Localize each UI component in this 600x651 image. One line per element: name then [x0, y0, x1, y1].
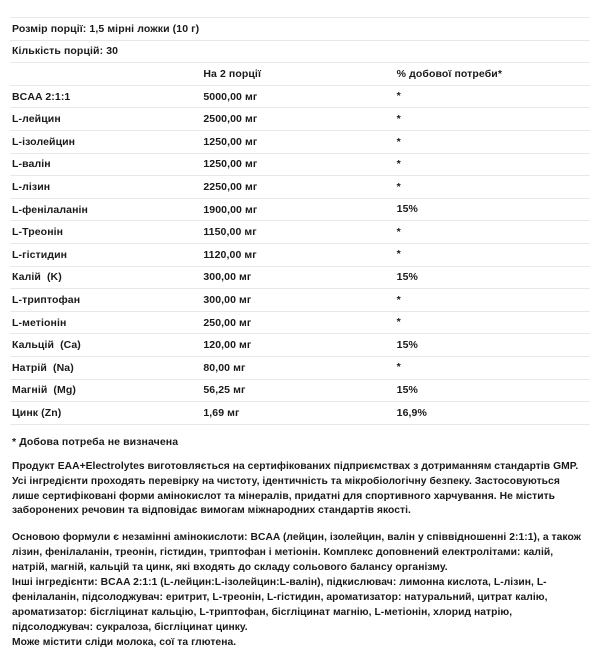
table-row [10, 108, 590, 131]
nutrient-daily-value: * [396, 112, 401, 125]
nutrient-name: L-гістидин [12, 248, 68, 261]
supplement-facts-panel [0, 17, 600, 651]
column-header-amount: На 2 порції [203, 67, 262, 80]
table-row [10, 130, 590, 153]
table-row [10, 176, 590, 199]
facts-table-body [10, 18, 590, 425]
nutrient-amount: 1150,00 мг [203, 226, 257, 239]
nutrient-amount: 300,00 мг [203, 271, 252, 284]
nutrient-daily-value: 15% [396, 271, 418, 284]
formula-description [12, 531, 590, 650]
nutrient-daily-value: 15% [396, 338, 418, 351]
nutrient-daily-value: 15% [396, 384, 418, 397]
nutrient-name: L-лізин [12, 180, 51, 193]
nutrient-amount: 1900,00 мг [203, 203, 258, 216]
nutrient-daily-value: * [396, 180, 401, 193]
table-row [10, 221, 590, 244]
nutrient-name: L-валін [12, 158, 51, 171]
table-row [10, 289, 590, 312]
column-header-nutrient [10, 63, 203, 86]
nutrient-daily-value: * [396, 248, 401, 261]
allergen-warning-text: Може містити сліди молока, сої та глютена. [12, 636, 237, 648]
table-row [10, 334, 590, 357]
nutrient-amount: 1,69 мг [203, 406, 240, 419]
nutrient-amount: 250,00 мг [203, 316, 252, 329]
nutrient-daily-value: * [396, 316, 401, 329]
servings-per-container-label: Кількість порцій: 30 [12, 45, 119, 58]
quality-statement [12, 460, 590, 520]
table-row [10, 379, 590, 402]
daily-value-footnote: * Добова потреба не визначена [12, 435, 179, 448]
nutrient-daily-value: 15% [396, 203, 418, 216]
nutrient-amount: 300,00 мг [203, 293, 252, 306]
table-header-row [10, 63, 590, 86]
table-row [10, 198, 590, 221]
quality-statement-text: Продукт EAA+Electrolytes виготовляється на сертифікованих підприємствах з дотриманням стандартів GMP. Усі інгредієнти проходять перевірку на чистоту, ідентичність та мікробіологічну безпеку. Застосовуються лише сертифіковані форми амінокислот та мінералів, придатні для спортивного харчування. Не містить заборонених речовин та відповідає вимогам міжнародних стандартів якості. [12, 460, 579, 517]
nutrient-name: Цинк (Zn) [12, 406, 62, 419]
table-row [10, 311, 590, 334]
nutrient-name: L-метіонін [12, 316, 67, 329]
nutrient-daily-value: * [396, 158, 401, 171]
nutrient-daily-value: 16,9% [396, 406, 427, 419]
nutrient-amount: 5000,00 мг [203, 90, 258, 103]
nutrient-name: Калій (K) [12, 271, 62, 284]
table-row [10, 356, 590, 379]
nutrient-name: Магній (Mg) [12, 384, 76, 397]
nutrient-amount: 2500,00 мг [203, 113, 258, 126]
nutrient-amount: 56,25 мг [203, 384, 246, 397]
nutrient-name: L-лейцин [12, 113, 61, 126]
table-row [10, 266, 590, 289]
formula-description-text: Основою формули є незамінні амінокислоти: BCAA (лейцин, ізолейцин, валін у співвідношенні 2:1:1), а також лізин, фенілаланін, треонін, гістидин, триптофан і метіонін. Комплекс доповнений електролітами: калій, натрій, магній, кальцій та цинк, які входять до складу сольового балансу організму. [12, 532, 582, 574]
table-row [10, 85, 590, 108]
nutrient-name: BCAA 2:1:1 [12, 90, 71, 103]
nutrient-name: L-триптофан [12, 293, 81, 306]
table-row [10, 153, 590, 176]
supplement-facts-table [10, 17, 590, 425]
nutrient-amount: 1250,00 мг [203, 135, 258, 148]
table-row [10, 402, 590, 425]
serving-size-label: Розмір порції: 1,5 мірні ложки (10 г) [12, 22, 200, 35]
nutrient-daily-value: * [396, 293, 401, 306]
nutrient-daily-value: * [396, 361, 401, 374]
nutrient-name: L-фенілаланін [12, 203, 88, 216]
column-header-daily-value: % добової потреби* [396, 67, 503, 80]
nutrient-daily-value: * [396, 135, 401, 148]
nutrient-name: Натрій (Na) [12, 361, 74, 374]
nutrient-amount: 2250,00 мг [203, 180, 258, 193]
nutrient-name: L-Треонін [12, 226, 64, 239]
nutrient-amount: 1120,00 мг [203, 248, 257, 261]
serving-size-row [10, 18, 590, 41]
nutrient-daily-value: * [396, 90, 401, 103]
table-row [10, 243, 590, 266]
other-ingredients-text: Інші інгредієнти: BCAA 2:1:1 (L-лейцин:L-ізолейцин:L-валін), підкислювач: лимонна кислота, L-лізин, L-фенілаланін, підсолоджувач: еритрит, L-треонін, L-гістидин, ароматизатор: натуральний, цитрат калію, ароматизатор: бісгліцинат кальцію, L-триптофан, бісгліцинат магнію, L-метіонін, хлорид натрію, підсолоджувач: сукралоза, бісгліцинат цинку. [12, 577, 548, 633]
nutrient-name: L-ізолейцин [12, 135, 76, 148]
nutrient-amount: 120,00 мг [203, 339, 252, 352]
nutrient-name: Кальцій (Ca) [12, 339, 81, 352]
nutrient-daily-value: * [396, 225, 401, 238]
servings-per-container-row [10, 40, 590, 63]
nutrient-amount: 80,00 мг [203, 361, 246, 374]
nutrient-amount: 1250,00 мг [203, 158, 258, 171]
